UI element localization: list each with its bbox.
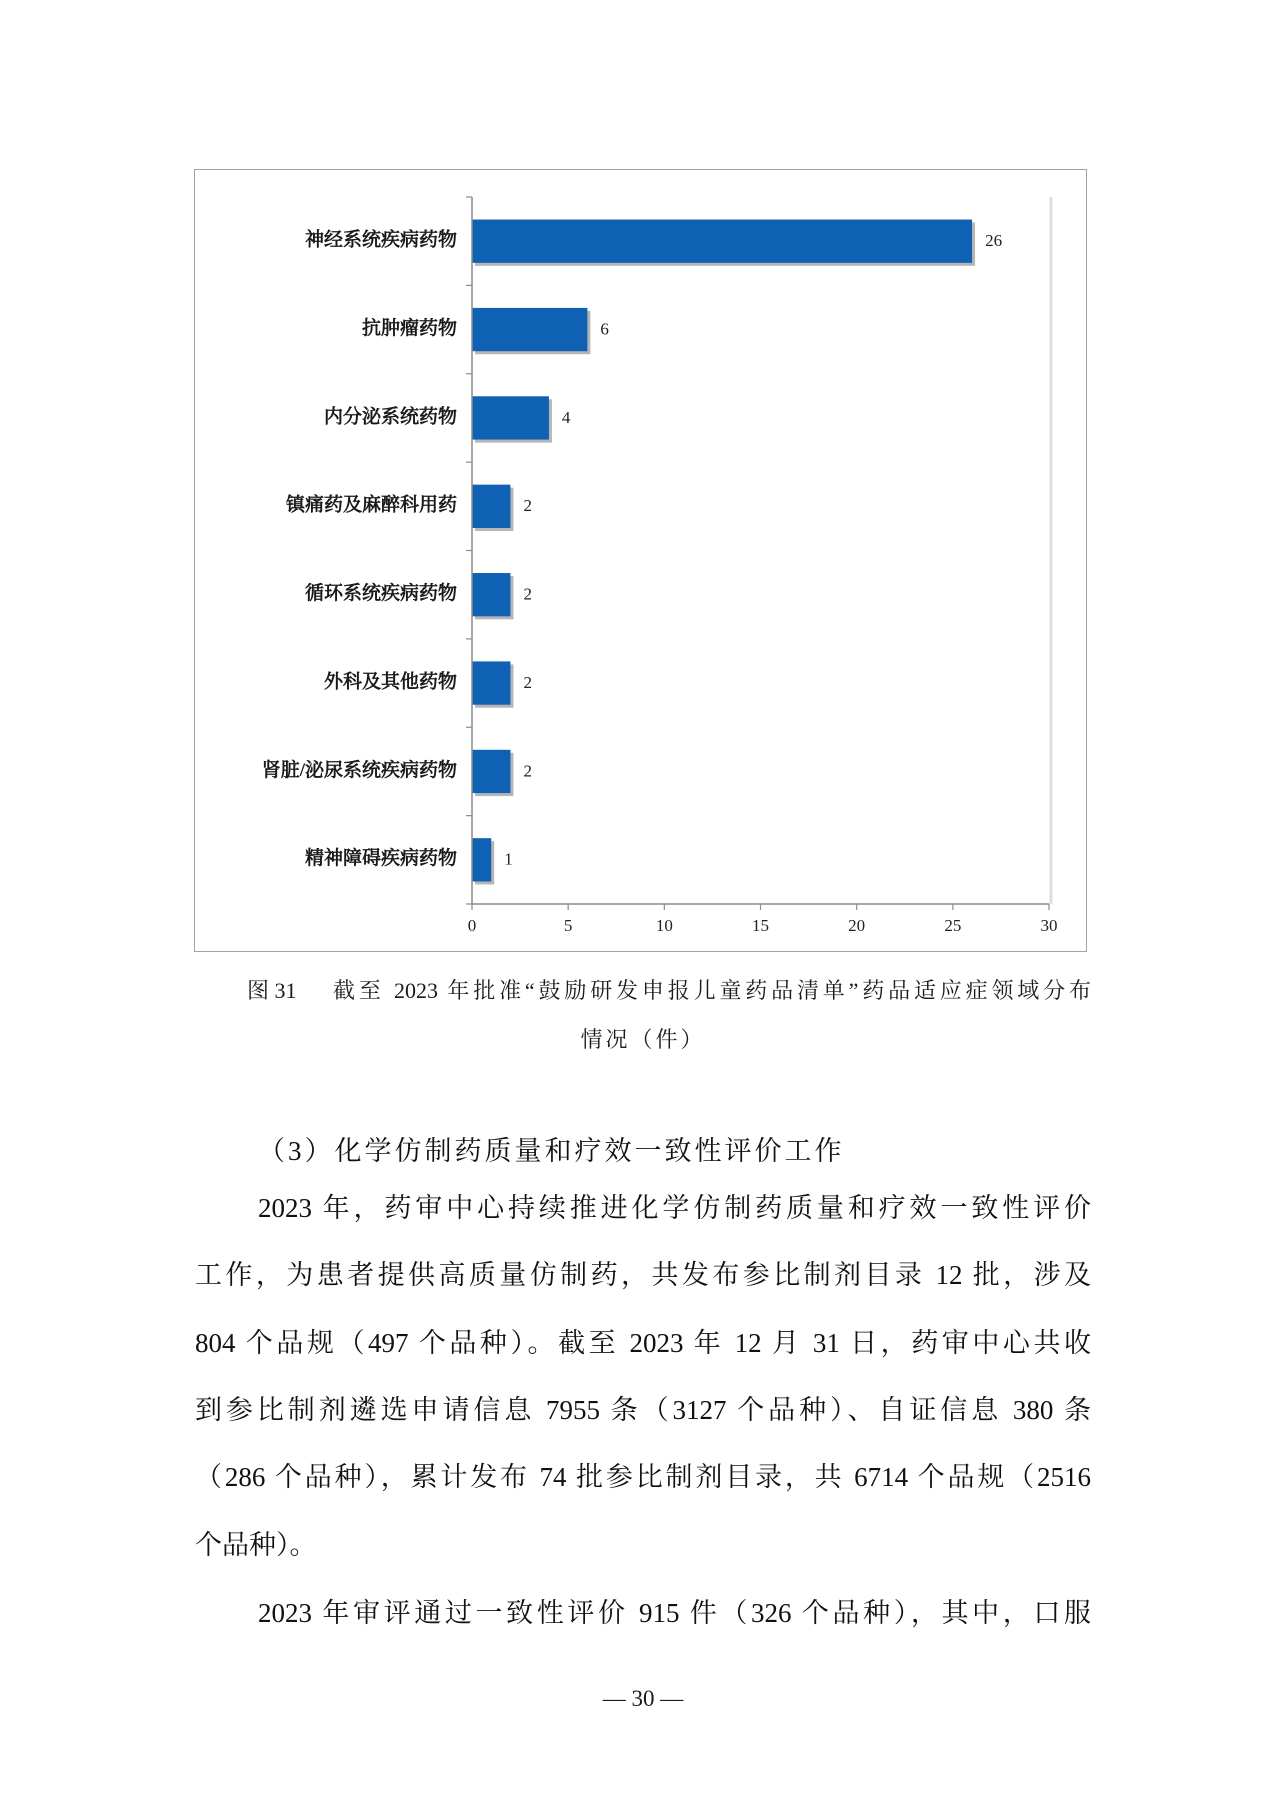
paragraph-1-line-4: 到参比制剂遴选申请信息 7955 条（3127 个品种）、自证信息 380 条 <box>195 1395 1091 1425</box>
data-label-7: 1 <box>504 849 513 869</box>
figure-title-line-2: 情况（件） <box>580 1027 706 1052</box>
paragraph-1-line-1: 2023 年，药审中心持续推进化学仿制药质量和疗效一致性评价 <box>258 1193 1091 1223</box>
bar-7 <box>472 838 491 881</box>
chart-frame <box>194 169 1087 952</box>
bar-4 <box>472 573 510 616</box>
data-label-6: 2 <box>523 761 532 781</box>
data-label-5: 2 <box>523 672 532 692</box>
category-label-2: 内分泌系统药物 <box>323 406 457 428</box>
figure-title-line-1: 截至 2023 年批准“鼓励研发申报儿童药品清单”药品适应症领域分布 <box>333 978 1091 1003</box>
paragraph-1-line-3: 804 个品规（497 个品种）。截至 2023 年 12 月 31 日，药审中心共收 <box>195 1328 1091 1358</box>
paragraph-1-line-2: 工作，为患者提供高质量仿制药，共发布参比制剂目录 12 批，涉及 <box>195 1260 1091 1290</box>
bar-1 <box>472 308 587 351</box>
x-tick-label-5: 25 <box>944 915 962 935</box>
paragraph-1-line-6: 个品种）。 <box>195 1530 317 1560</box>
category-label-3: 镇痛药及麻醉科用药 <box>285 494 457 516</box>
paragraph-2-line-1: 2023 年审评通过一致性评价 915 件（326 个品种），其中，口服 <box>258 1598 1091 1628</box>
paragraph-1-line-5: （286 个品种），累计发布 74 批参比制剂目录，共 6714 个品规（2516 <box>195 1462 1091 1492</box>
x-tick-label-2: 10 <box>655 915 673 935</box>
bar-5 <box>472 661 510 704</box>
data-label-3: 2 <box>523 496 532 516</box>
x-tick-label-6: 30 <box>1040 915 1058 935</box>
x-tick-label-1: 5 <box>563 915 573 935</box>
data-label-4: 2 <box>523 584 532 604</box>
category-label-7: 精神障碍疾病药物 <box>304 848 457 870</box>
category-label-0: 神经系统疾病药物 <box>304 229 457 251</box>
x-tick-label-0: 0 <box>467 915 477 935</box>
bar-chart <box>195 170 1086 951</box>
section-heading: （3）化学仿制药质量和疗效一致性评价工作 <box>258 1136 845 1166</box>
category-label-5: 外科及其他药物 <box>323 671 457 693</box>
category-label-4: 循环系统疾病药物 <box>304 583 457 605</box>
page-number: — 30 — <box>602 1686 684 1711</box>
figure-number: 图 31 <box>247 978 297 1003</box>
bar-2 <box>472 396 549 439</box>
data-label-0: 26 <box>985 231 1003 251</box>
x-tick-label-3: 15 <box>752 915 769 935</box>
figure-caption <box>247 976 1091 1006</box>
bar-3 <box>472 485 510 528</box>
bar-0 <box>472 220 972 263</box>
bar-6 <box>472 750 510 793</box>
data-label-1: 6 <box>600 319 609 339</box>
category-label-1: 抗肿瘤药物 <box>361 317 457 339</box>
data-label-2: 4 <box>561 407 571 427</box>
x-tick-label-4: 20 <box>848 915 866 935</box>
category-label-6: 肾脏/泌尿系统疾病药物 <box>261 759 457 781</box>
